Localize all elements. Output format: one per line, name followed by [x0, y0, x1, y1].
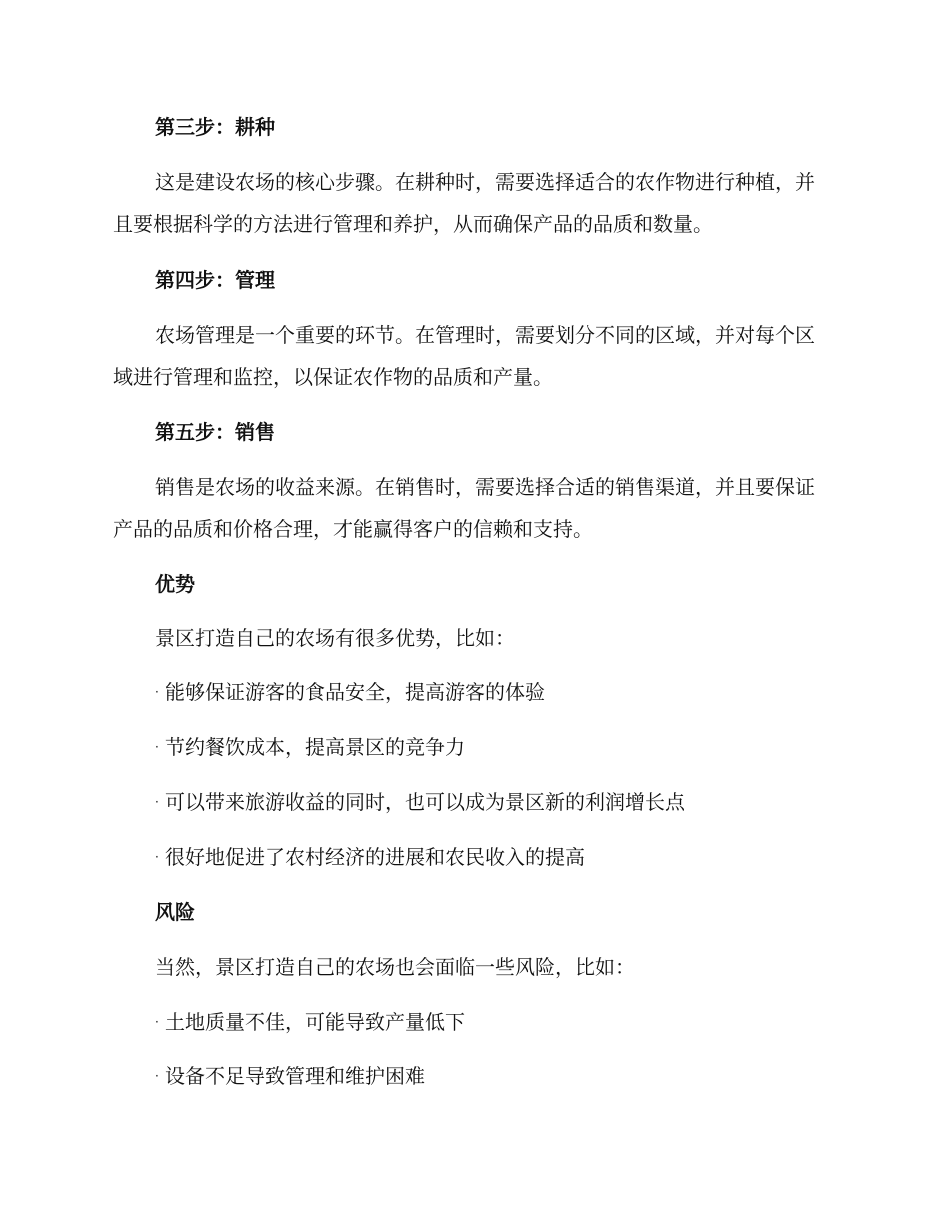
bullet-dot: ·	[155, 1069, 159, 1083]
step4-paragraph: 农场管理是一个重要的环节。在管理时，需要划分不同的区域，并对每个区域进行管理和监控，以保证农作物的品质和产量。	[113, 323, 815, 389]
advantages-heading: 优势	[155, 572, 195, 596]
step5-paragraph: 销售是农场的收益来源。在销售时，需要选择合适的销售渠道，并且要保证产品的品质和价格合理，才能赢得客户的信赖和支持。	[113, 475, 815, 541]
step4-heading: 第四步：管理	[155, 268, 275, 292]
risk-item	[155, 1010, 465, 1034]
advantages-intro: 景区打造自己的农场有很多优势，比如：	[155, 626, 515, 650]
advantage-item	[155, 680, 545, 704]
bullet-dot: ·	[155, 850, 159, 864]
bullet-dot: ·	[155, 1015, 159, 1029]
advantage-item-text: 很好地促进了农村经济的进展和农民收入的提高	[165, 845, 585, 869]
bullet-dot: ·	[155, 685, 159, 699]
risk-item-text: 土地质量不佳，可能导致产量低下	[165, 1010, 465, 1034]
advantage-item	[155, 790, 685, 814]
bullet-dot: ·	[155, 740, 159, 754]
risk-item	[155, 1064, 425, 1088]
risks-intro: 当然，景区打造自己的农场也会面临一些风险，比如：	[155, 955, 635, 979]
step5-heading: 第五步：销售	[155, 420, 275, 444]
risk-item-text: 设备不足导致管理和维护困难	[165, 1064, 425, 1088]
risks-heading: 风险	[155, 900, 195, 924]
step3-paragraph: 这是建设农场的核心步骤。在耕种时，需要选择适合的农作物进行种植，并且要根据科学的方法进行管理和养护，从而确保产品的品质和数量。	[113, 170, 815, 236]
advantage-item-text: 能够保证游客的食品安全，提高游客的体验	[165, 680, 545, 704]
step3-heading: 第三步：耕种	[155, 115, 275, 139]
advantage-item	[155, 845, 585, 869]
advantage-item-text: 可以带来旅游收益的同时，也可以成为景区新的利润增长点	[165, 790, 685, 814]
advantage-item-text: 节约餐饮成本，提高景区的竞争力	[165, 735, 465, 759]
bullet-dot: ·	[155, 795, 159, 809]
advantage-item	[155, 735, 465, 759]
